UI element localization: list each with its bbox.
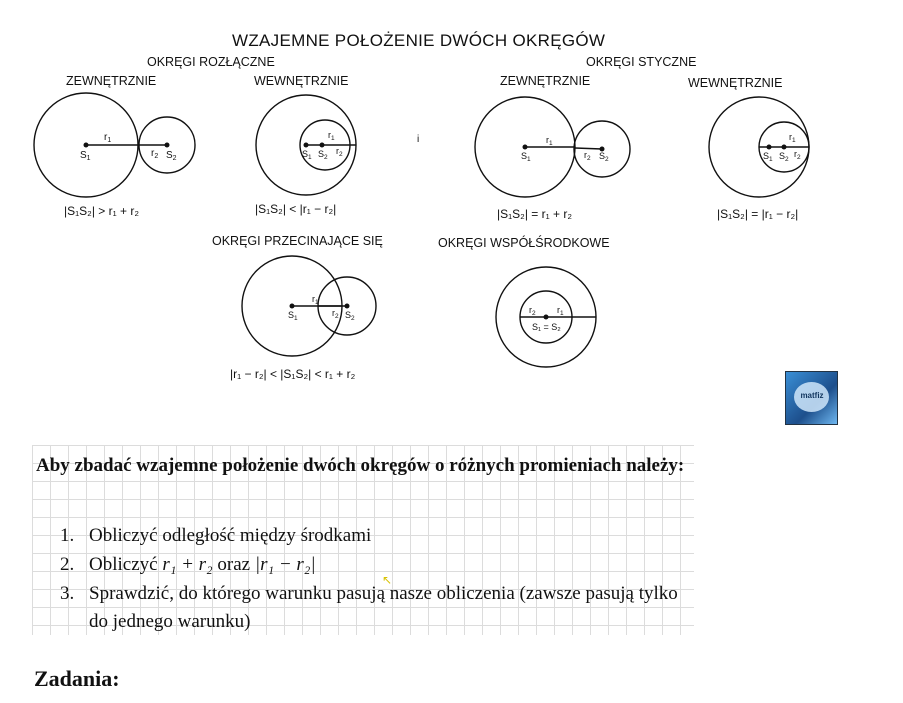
label-s1-eq-s2: S₁ = S₂: [532, 322, 561, 332]
step-2: [60, 551, 700, 579]
math-abs-diff: |r₁ − r₂|: [254, 554, 316, 575]
label-r1: $r_1$: [546, 135, 553, 147]
label-s1: $S_1$: [763, 151, 773, 163]
label-s2: $S_2$: [599, 151, 609, 163]
condition-sep-external: |S₁S₂| > r₁ + r₂: [64, 204, 139, 218]
logo-text: matfiz: [800, 391, 824, 400]
stray-mark: i: [417, 134, 420, 145]
step-1: [60, 522, 700, 550]
label-r2: $r_2$: [332, 308, 339, 320]
center-s2: [165, 143, 170, 148]
center-s1: [767, 145, 772, 150]
cursor-icon: ↖: [382, 573, 393, 587]
step-text-mid: oraz: [212, 554, 255, 575]
math-sum: r₁ + r₂: [162, 554, 213, 575]
step-number: 3.: [60, 583, 75, 604]
diagram-title: WZAJEMNE POŁOŻENIE DWÓCH OKRĘGÓW: [232, 31, 606, 50]
tan-external-figure: [475, 97, 630, 197]
instructions-heading: Aby zbadać wzajemne położenie dwóch okręgów o różnych promieniach należy:: [36, 455, 685, 476]
condition-sep-internal: |S₁S₂| < |r₁ − r₂|: [255, 202, 337, 216]
center-s1: [290, 304, 295, 309]
label-s1: $S_1$: [521, 151, 531, 163]
condition-tan-internal: |S₁S₂| = |r₁ − r₂|: [717, 207, 799, 221]
label-r1: $r_1$: [312, 294, 319, 306]
label-s2: $S_2$: [166, 150, 177, 162]
step-text-before: Obliczyć: [89, 554, 163, 575]
condition-tan-external: |S₁S₂| = r₁ + r₂: [497, 207, 572, 221]
tan-internal-figure: [709, 97, 809, 197]
group-label-tangent: OKRĘGI STYCZNE: [586, 55, 697, 69]
center-s2: [320, 143, 325, 148]
label-r2: $r_2$: [529, 305, 536, 317]
label-s2: $S_2$: [318, 149, 328, 161]
subgroup-label-tan-external: ZEWNĘTRZNIE: [500, 74, 591, 88]
label-r2: $r_2$: [794, 149, 801, 161]
label-r1: $r_1$: [328, 130, 335, 142]
center-s2: [782, 145, 787, 150]
center-s1: [304, 143, 309, 148]
intersecting-figure: [242, 256, 376, 356]
radius-2: [575, 148, 602, 149]
step-number: 2.: [60, 554, 75, 575]
step-number: 1.: [60, 525, 75, 546]
step-3: [60, 580, 700, 632]
label-s2: $S_2$: [345, 310, 355, 322]
label-s1: $S_1$: [288, 310, 298, 322]
label-r1: $r_1$: [557, 305, 564, 317]
label-r1: $r_1$: [104, 132, 112, 144]
step-text: Obliczyć odległość między środkami: [89, 525, 372, 546]
label-s1: $S_1$: [302, 149, 312, 161]
subgroup-label-sep-internal: WEWNĘTRZNIE: [254, 74, 349, 88]
group-label-separate: OKRĘGI ROZŁĄCZNE: [147, 55, 275, 69]
label-r2: $r_2$: [151, 148, 159, 160]
center-common: [544, 315, 549, 320]
label-s1: $S_1$: [80, 150, 91, 162]
condition-intersecting: |r₁ − r₂| < |S₁S₂| < r₁ + r₂: [230, 367, 356, 381]
subgroup-label-sep-external: ZEWNĘTRZNIE: [66, 74, 157, 88]
sep-external-figure: [34, 93, 195, 197]
group-label-concentric: OKRĘGI WSPÓŁŚRODKOWE: [438, 236, 610, 250]
center-s1: [523, 145, 528, 150]
label-r2: $r_2$: [584, 150, 591, 162]
subgroup-label-tan-internal: WEWNĘTRZNIE: [688, 76, 783, 90]
matfiz-logo: [785, 371, 838, 425]
label-s2: $S_2$: [779, 151, 789, 163]
label-r2: $r_2$: [336, 146, 343, 158]
center-s1: [84, 143, 89, 148]
label-r1: $r_1$: [789, 132, 796, 144]
tasks-heading: Zadania:: [34, 666, 120, 691]
step-text: Sprawdzić, do którego warunku pasują nasze obliczenia (zawsze pasują tylko do jednego warunku): [89, 583, 678, 632]
group-label-intersecting: OKRĘGI PRZECINAJĄCE SIĘ: [212, 234, 383, 248]
center-s2: [345, 304, 350, 309]
